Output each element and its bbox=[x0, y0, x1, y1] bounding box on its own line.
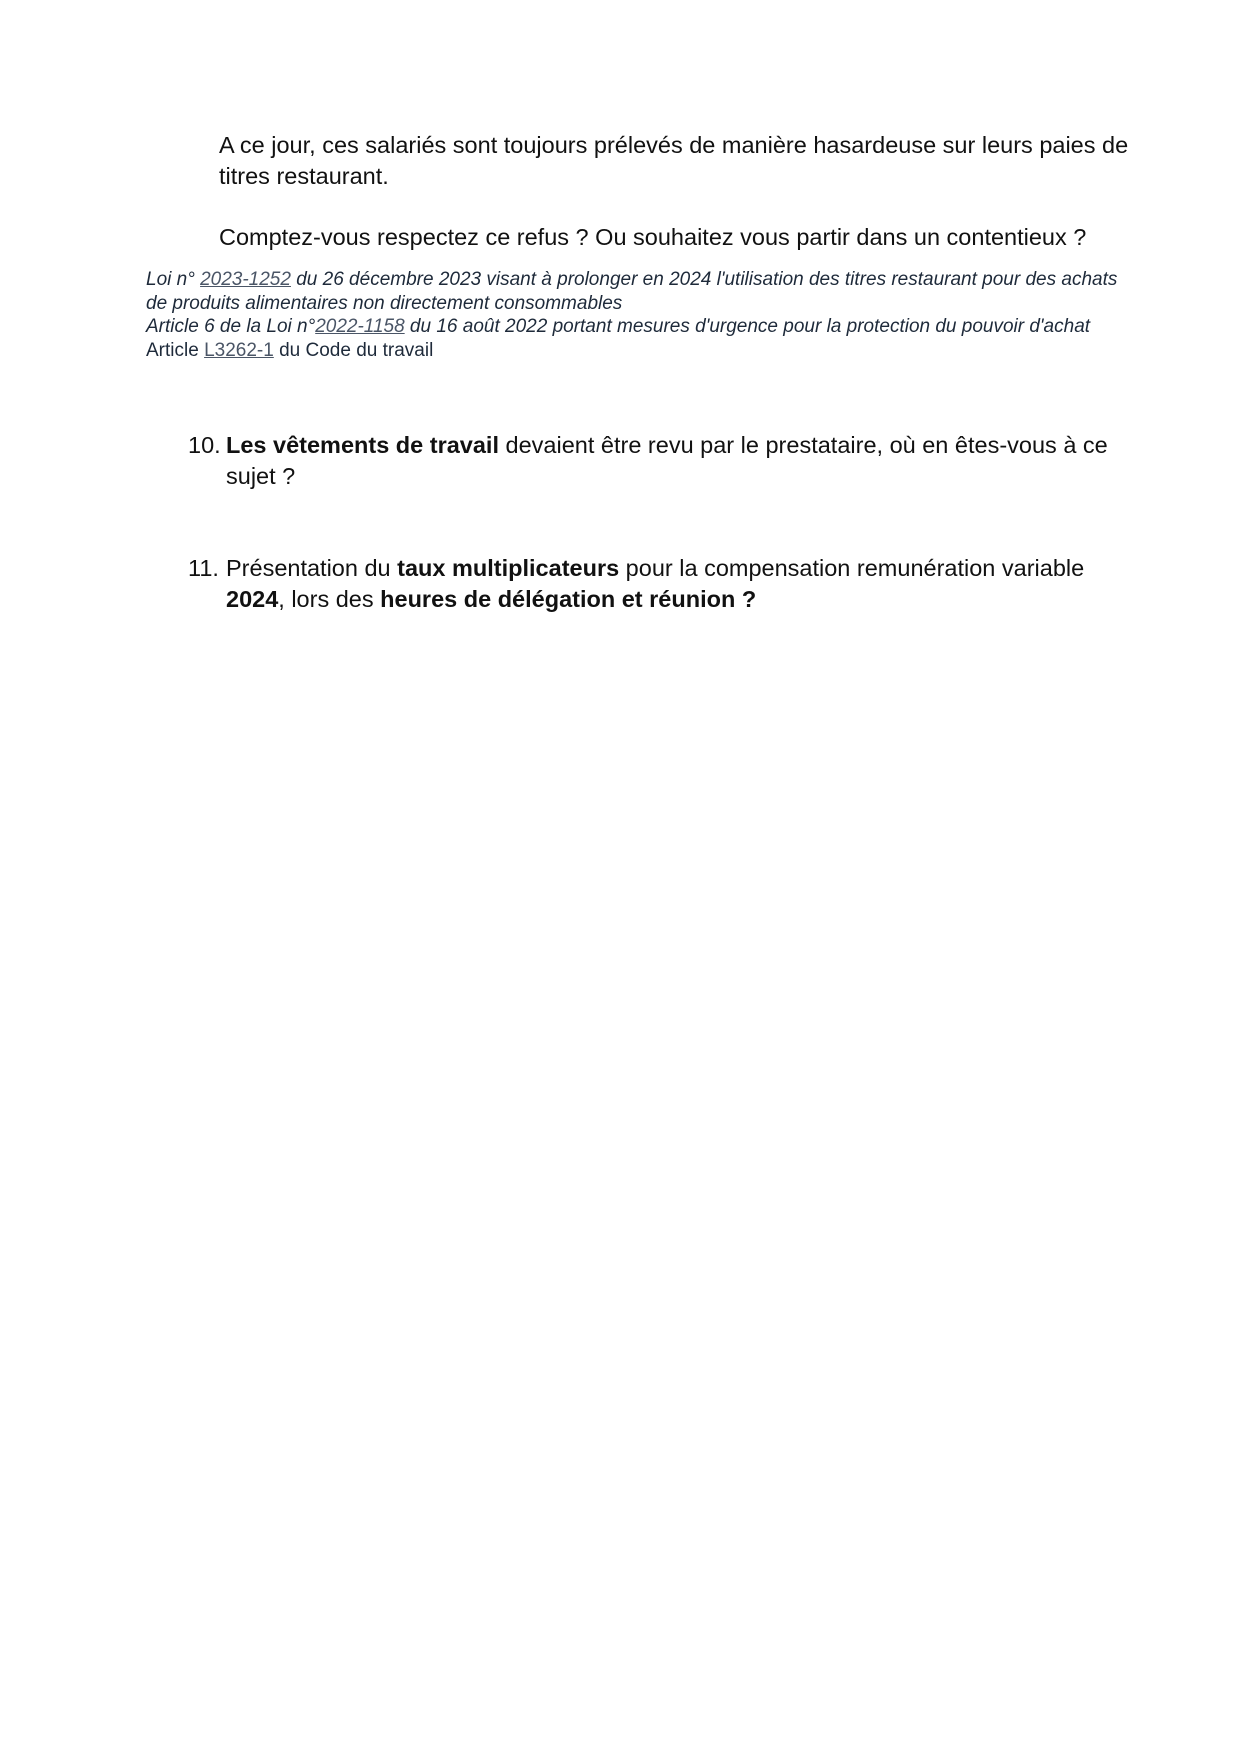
list-item-10 bbox=[188, 430, 1128, 492]
item-number: 11. bbox=[188, 555, 219, 581]
item-plain-text: , lors des bbox=[278, 586, 381, 612]
legal-references bbox=[146, 268, 1136, 362]
reference-suffix: du 16 août 2022 portant mesures d'urgence pour la protection du pouvoir d'achat bbox=[404, 316, 1091, 337]
reference-loi-2023 bbox=[146, 268, 1136, 315]
item-plain-text: devaient être revu par le prestataire, où en êtes-vous à ce sujet ? bbox=[226, 432, 1108, 489]
reference-prefix: Article 6 de la Loi n° bbox=[146, 316, 316, 337]
reference-loi-2022 bbox=[146, 315, 1136, 339]
list-item-11 bbox=[188, 553, 1128, 615]
item-bold-text: taux multiplicateurs bbox=[397, 555, 620, 581]
link-loi-2023-1252[interactable]: 2023-1252 bbox=[200, 269, 291, 290]
item-text bbox=[226, 430, 1128, 492]
item-plain-text: pour la compensation remunération variable bbox=[619, 555, 1085, 581]
item-text bbox=[226, 553, 1128, 615]
link-loi-2022-1158[interactable]: 2022-1158 bbox=[315, 316, 405, 337]
reference-code-travail bbox=[146, 339, 1136, 363]
reference-suffix: du 26 décembre 2023 visant à prolonger en 2024 l'utilisation des titres restaurant pour des achats de produits alimentaires non directement consommables bbox=[146, 269, 1118, 314]
item-bold-year: 2024 bbox=[226, 586, 279, 612]
item-plain-text: Présentation du bbox=[226, 555, 398, 581]
reference-prefix: Article bbox=[146, 339, 205, 361]
reference-prefix: Loi n° bbox=[146, 269, 201, 290]
item-number: 10. bbox=[188, 432, 221, 458]
reference-suffix: du Code du travail bbox=[273, 339, 434, 361]
link-article-l3262-1[interactable]: L3262-1 bbox=[204, 339, 274, 361]
paragraph-salary-deductions: A ce jour, ces salariés sont toujours prélevés de manière hasardeuse sur leurs paies de titres restaurant. bbox=[219, 132, 1129, 189]
paragraph-question-refusal: Comptez-vous respectez ce refus ? Ou souhaitez vous partir dans un contentieux ? bbox=[219, 224, 1087, 250]
item-bold-text: heures de délégation et réunion ? bbox=[380, 586, 757, 612]
item-bold-text: Les vêtements de travail bbox=[226, 432, 499, 458]
